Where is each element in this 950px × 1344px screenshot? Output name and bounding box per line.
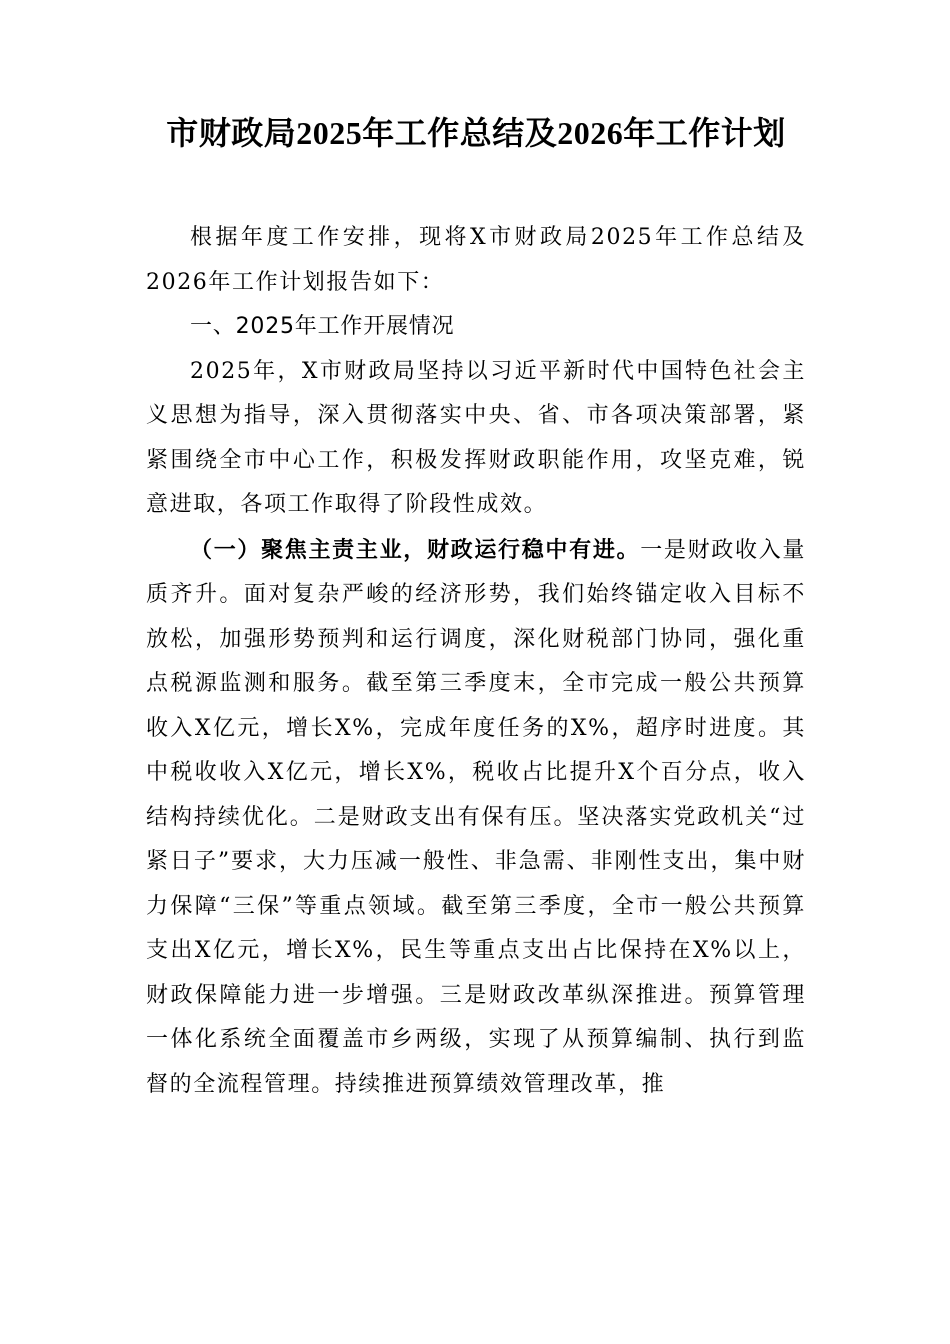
subsection1-lead: （一）聚焦主责主业，财政运行稳中有进。 [190,536,641,563]
subsection1-body: 一是财政收入量质齐升。面对复杂严峻的经济形势，我们始终锚定收入目标不放松，加强形势预判和运行调度，深化财税部门协同，强化重点税源监测和服务。截至第三季度末，全市完成一般公共预算收入X亿元，增长X%，完成年度任务的X%，超序时进度。其中税收收入X亿元，增长X%，税收占比提升X个百分点，收入结构持续优化。二是财政支出有保有压。坚决落实党政机关“过紧日子”要求，大力压减一般性、非急需、非刚性支出，集中财力保障“三保”等重点领域。截至第三季度，全市一般公共预算支出X亿元，增长X%，民生等重点支出占比保持在X%以上，财政保障能力进一步增强。三是财政改革纵深推进。预算管理一体化系统全面覆盖市乡两级，实现了从预算编制、执行到监督的全流程管理。持续推进预算绩效管理改革，推 [146,537,806,1097]
document-content [146,110,806,1107]
subsection1-paragraph [146,528,806,1108]
intro-paragraph: 根据年度工作安排，现将X市财政局2025年工作总结及2026年工作计划报告如下： [146,225,806,295]
document-title: 市财政局2025年工作总结及2026年工作计划 [166,115,786,151]
section1-paragraph-1: 2025年，X市财政局坚持以习近平新时代中国特色社会主义思想为指导，深入贯彻落实中央、省、市各项决策部署，紧紧围绕全市中心工作，积极发挥财政职能作用，攻坚克难，锐意进取，各项工作取得了阶段性成效。 [146,358,806,517]
section-heading-1: 一、2025年工作开展情况 [190,314,455,339]
